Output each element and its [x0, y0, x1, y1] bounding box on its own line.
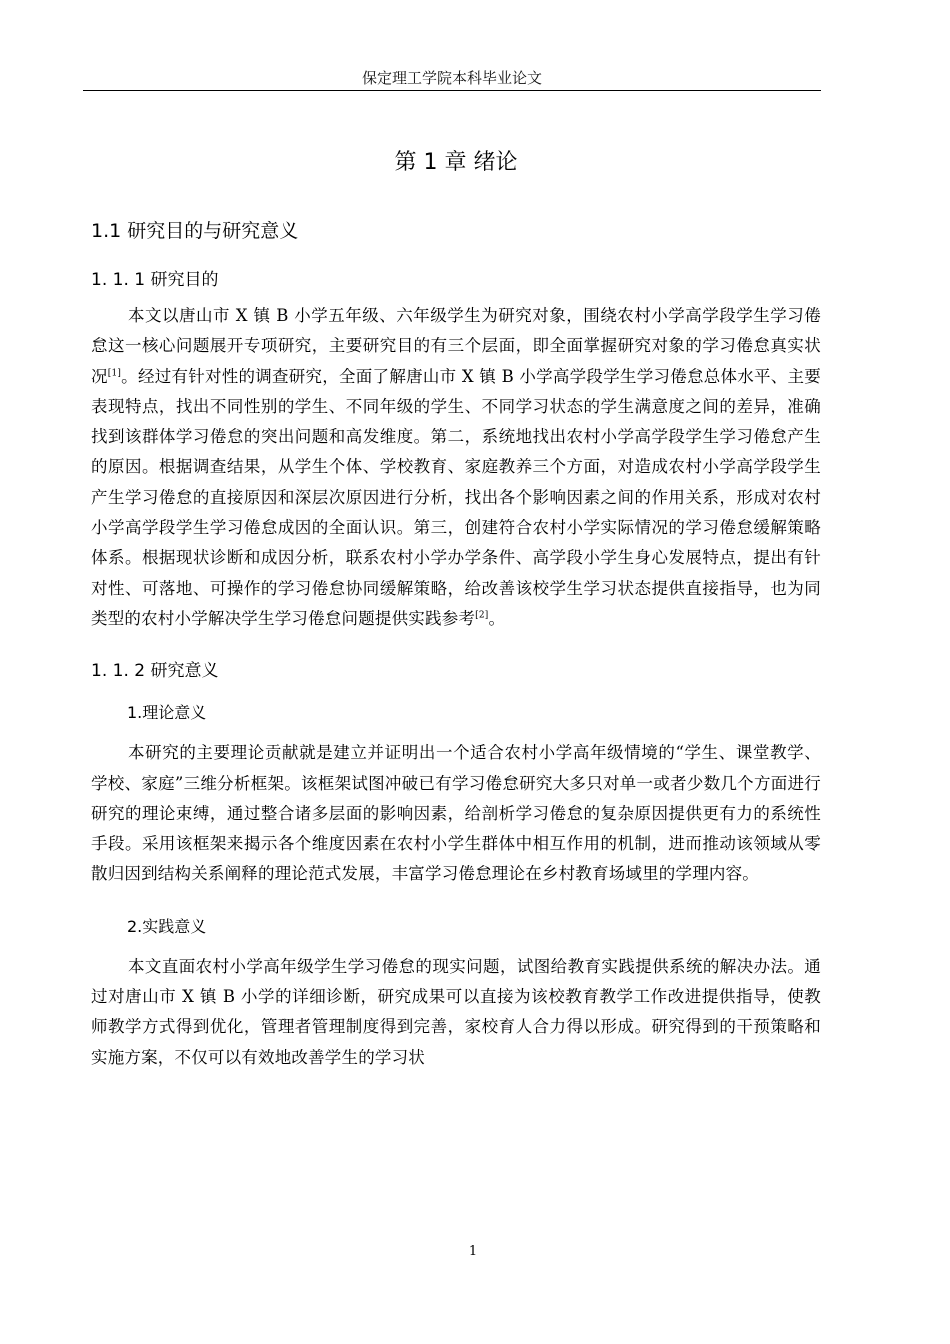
- citation-ref: [1]: [107, 368, 122, 379]
- subheading-practice: 2.实践意义: [127, 916, 207, 936]
- section-heading-1-1-2: 1. 1. 2 研究意义: [91, 661, 219, 682]
- theory-significance-paragraph: 本研究的主要理论贡献就是建立并证明出一个适合农村小学高年级情境的“学生、课堂教学、学校、家庭”三维分析框架。该框架试图冲破已有学习倦怠研究大多只对单一或者少数几个方面进行研究的理论束缚，通过整合诸多层面的影响因素，给剖析学习倦怠的复杂原因提供更有力的系统性手段。采用该框架来揭示各个维度因素在农村小学生群体中相互作用的机制，进而推动该领域从零散归因到结构关系阐释的理论范式发展，丰富学习倦怠理论在乡村教育场域里的学理内容。: [91, 743, 821, 884]
- document-body: [91, 145, 821, 1087]
- citation-ref: [2]: [475, 610, 489, 621]
- header-rule: [83, 90, 821, 91]
- section-heading-1-1-1: 1. 1. 1 研究目的: [91, 270, 219, 290]
- paragraph-text: 。: [488, 608, 506, 628]
- page-header: 保定理工学院本科毕业论文: [361, 69, 542, 87]
- research-purpose-paragraph: [91, 301, 821, 634]
- subheading-theory: 1.理论意义: [127, 703, 207, 723]
- page-number: [0, 1243, 950, 1261]
- chapter-title: 第 1 章 绪论: [394, 150, 518, 175]
- section-heading-1-1: 1.1 研究目的与研究意义: [91, 220, 299, 242]
- page-number-text: 1: [468, 1244, 478, 1259]
- paragraph-text: 本文以唐山市 X 镇 B 小学五年级、六年级学生为研究对象，围绕农村小学高学段学生学习倦怠这一核心问题展开专项研究，主要研究目的有三个层面，即全面掌握研究对象的学习倦怠真实状况: [91, 306, 821, 386]
- practice-significance-paragraph: 本文直面农村小学高年级学生学习倦怠的现实问题，试图给教育实践提供系统的解决办法。通过对唐山市 X 镇 B 小学的详细诊断，研究成果可以直接为该校教育教学工作改进提供指导，使教师教学方式得到优化，管理者管理制度得到完善，家校育人合力得以形成。研究得到的干预策略和实施方案，不仅可以有效地改善学生的学习状: [91, 956, 821, 1067]
- paragraph-text: 。经过有针对性的调查研究，全面了解唐山市 X 镇 B 小学高学段学生学习倦怠总体水平、主要表现特点，找出不同性别的学生、不同年级的学生、不同学习状态的学生满意度之间的差异，准确找到该群体学习倦怠的突出问题和高发维度。第二，系统地找出农村小学高学段学生学习倦怠产生的原因。根据调查结果，从学生个体、学校教育、家庭教养三个方面，对造成农村小学高学段学生产生学习倦怠的直接原因和深层次原因进行分析，找出各个影响因素之间的作用关系，形成对农村小学高学段学生学习倦怠成因的全面认识。第三，创建符合农村小学实际情况的学习倦怠缓解策略体系。根据现状诊断和成因分析，联系农村小学办学条件、高学段小学生身心发展特点，提出有针对性、可落地、可操作的学习倦怠协同缓解策略，给改善该校学生学习状态提供直接指导，也为同类型的农村小学解决学生学习倦怠问题提供实践参考: [91, 366, 821, 628]
